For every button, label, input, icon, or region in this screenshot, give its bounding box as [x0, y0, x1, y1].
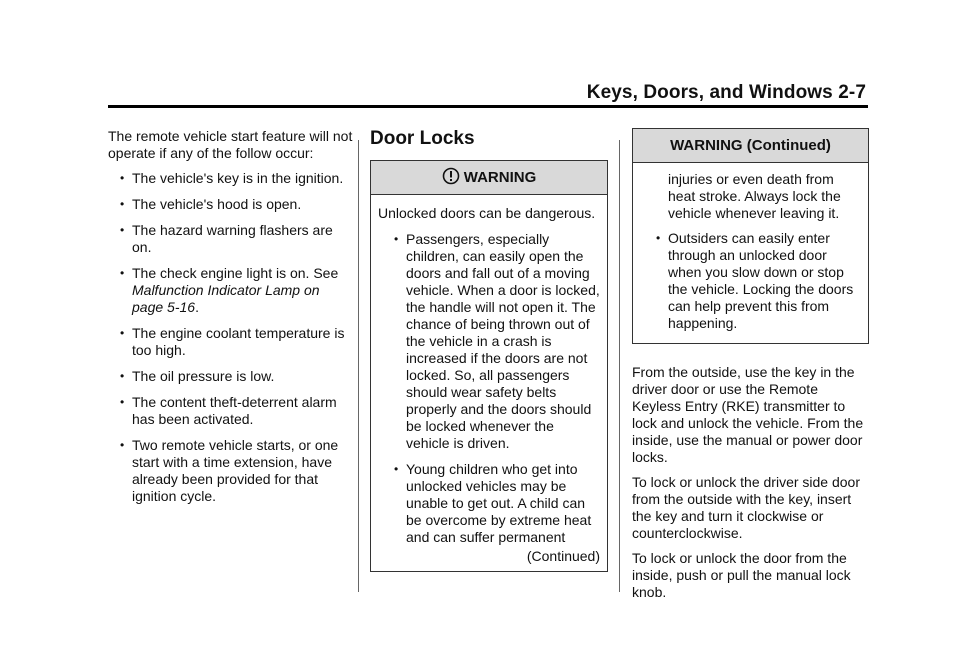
warning-continued-header: WARNING (Continued): [633, 129, 868, 163]
column-divider: [358, 140, 359, 592]
bullet-icon: •: [120, 223, 125, 237]
bullet-icon: •: [120, 326, 125, 340]
paragraph: From the outside, use the key in the driver door or use the Remote Keyless Entry (RKE) transmitter to lock and unlock the vehicle. From the inside, use the manual or power door locks.: [632, 364, 864, 465]
bullet-icon: •: [120, 266, 125, 280]
intro-paragraph: The remote vehicle start feature will not operate if any of the follow occur:: [108, 128, 353, 161]
warning-continued-body: [633, 163, 868, 343]
page-reference-link[interactable]: Malfunction Indicator Lamp on page 5-16: [132, 282, 320, 315]
column-door-locks-continued: [632, 128, 869, 609]
section-title: Door Locks: [370, 128, 475, 149]
bullet-icon: •: [120, 171, 125, 185]
bullet-icon: •: [120, 438, 125, 452]
list-item: • The engine coolant temperature is too high.: [120, 325, 345, 358]
list-item: • The oil pressure is low.: [120, 368, 275, 384]
bullet-icon: •: [120, 395, 125, 409]
list-item: • Young children who get into unlocked vehicles may be unable to get out. A child can be overcome by extreme heat and can suffer permanent: [394, 461, 592, 545]
warning-icon: [442, 167, 460, 189]
page-header-title: Keys, Doors, and Windows 2-7: [586, 82, 866, 103]
warning-continued-box: [632, 128, 869, 344]
continued-label: (Continued): [526, 548, 600, 564]
bullet-icon: •: [394, 232, 399, 246]
column-remote-start: [108, 128, 353, 514]
bullet-icon: •: [656, 231, 661, 245]
warning-continuation-text: injuries or even death from heat stroke. Always lock the vehicle whenever leaving it.: [668, 171, 841, 221]
paragraph: To lock or unlock the driver side door from the outside with the key, insert the key and turn it clockwise or counterclockwise.: [632, 474, 860, 541]
warning-intro: Unlocked doors can be dangerous.: [378, 205, 596, 221]
condition-list: [108, 170, 353, 505]
warning-title: WARNING: [463, 169, 537, 186]
warning-list: [378, 231, 600, 546]
list-item: • The content theft-deterrent alarm has been activated.: [120, 394, 337, 427]
list-item: • The vehicle's hood is open.: [120, 196, 302, 212]
bullet-icon: •: [394, 462, 399, 476]
header-rule: [108, 105, 868, 108]
warning-body: [371, 195, 607, 571]
warning-header: [371, 161, 607, 195]
list-item: • Outsiders can easily enter through an unlocked door when you slow down or stop the vehicle. Locking the doors can help prevent this from happening.: [656, 230, 854, 331]
warning-list: [640, 230, 861, 332]
list-item: • Two remote vehicle starts, or one start with a time extension, have already been provided for that ignition cycle.: [120, 437, 339, 504]
paragraph: To lock or unlock the door from the inside, push or pull the manual lock knob.: [632, 550, 851, 600]
column-door-locks: [370, 128, 608, 572]
list-item: • The vehicle's key is in the ignition.: [120, 170, 344, 186]
bullet-icon: •: [120, 369, 125, 383]
bullet-icon: •: [120, 197, 125, 211]
list-item: • Passengers, especially children, can easily open the doors and fall out of a moving vehicle. When a door is locked, the handle will not open it. The chance of being thrown out of the vehicle in a crash is increased if the doors are not locked. So, all passengers should wear safety belts properly and the doors should be locked whenever the vehicle is driven.: [394, 231, 600, 451]
column-divider: [619, 140, 620, 592]
list-item: • The check engine light is on. See Malfunction Indicator Lamp on page 5-16.: [120, 265, 339, 315]
list-item: • The hazard warning flashers are on.: [120, 222, 333, 255]
warning-box: [370, 160, 608, 572]
